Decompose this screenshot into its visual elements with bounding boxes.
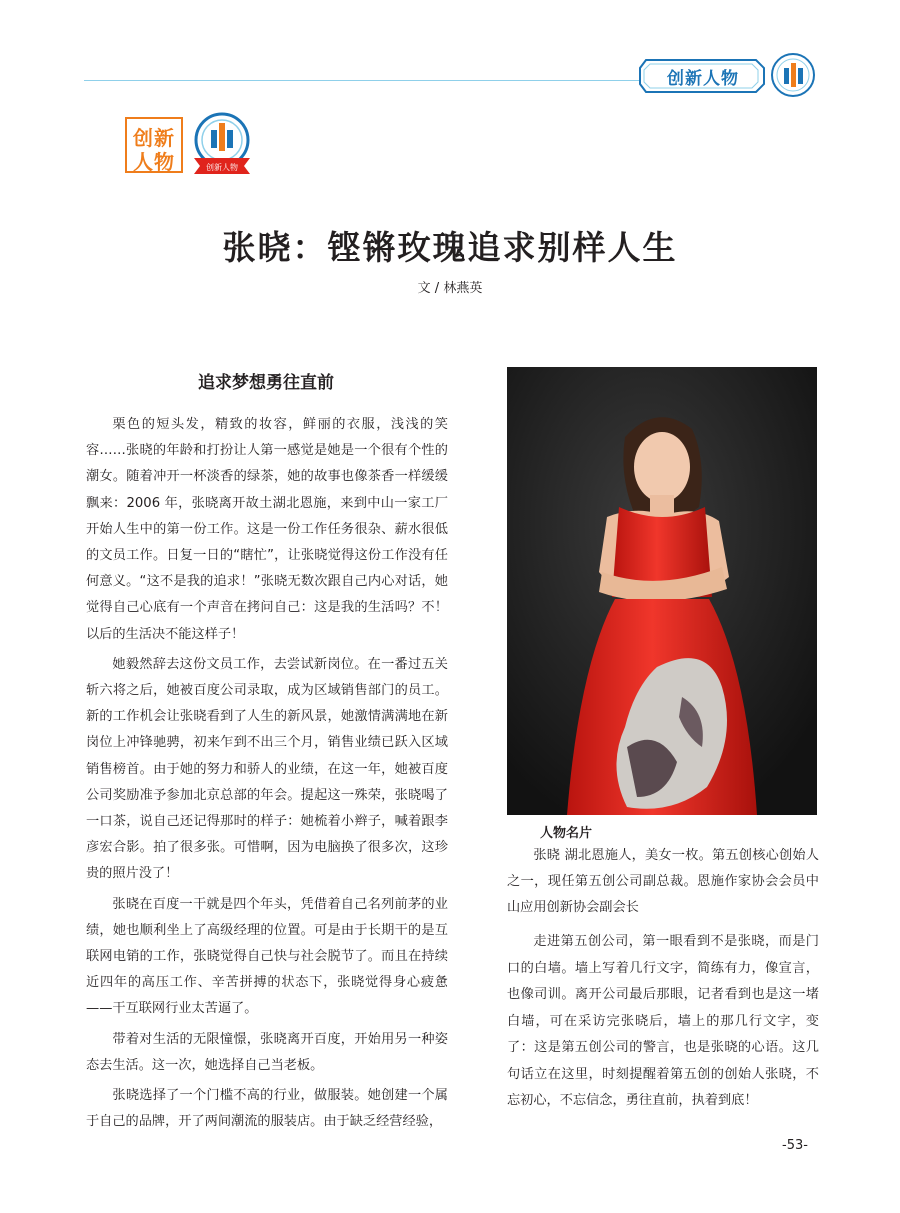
caption-text: 张晓 湖北恩施人，美女一枚。第五创核心创始人之一，现任第五创公司副总裁。恩施作家协会会员中山应用创新协会副会长 <box>507 848 819 916</box>
page-number: -53- <box>782 1138 808 1153</box>
byline: 文 / 林燕英 <box>417 281 483 296</box>
paragraph: 带着对生活的无限憧憬，张晓离开百度，开始用另一种姿态去生活。这一次，她选择自己当老板。 <box>86 1031 448 1073</box>
column-tag <box>125 117 183 173</box>
emblem-ribbon-text: 创新人物 <box>206 163 238 172</box>
magazine-logo-icon <box>770 52 816 98</box>
column-tag-line2: 人物 <box>133 150 175 174</box>
paragraph: 栗色的短头发，精致的妆容，鲜丽的衣服，浅浅的笑容……张晓的年龄和打扮让人第一感觉是她是一个很有个性的潮女。随着冲开一杯淡香的绿茶，她的故事也像茶香一样缓缓飘来：2006 年，张晓离开故土湖北恩施，来到中山一家工厂开始人生中的第一份工作。这是一份工作任务很杂、薪水很低的文员工作。日复一日的“瞎忙”，让张晓觉得这份工作没有任何意义。“这不是我的追求！”张晓无数次跟自己内心对话，她觉得自己心底有一个声音在拷问自己：这是我的生活吗？不！以后的生活决不能这样子！ <box>86 417 448 642</box>
article-title: 张晓：铿锵玫瑰追求别样人生 <box>222 228 678 267</box>
left-column <box>86 412 448 1139</box>
person-profile-caption <box>507 843 819 922</box>
right-column <box>507 929 819 1115</box>
paragraph: 张晓选择了一个门槛不高的行业，做服装。她创建一个属于自己的品牌，开了两间潮流的服装店。由于缺乏经营经验， <box>86 1088 448 1130</box>
section-badge-label: 创新人物 <box>667 69 739 89</box>
section-subhead: 追求梦想勇往直前 <box>198 373 334 393</box>
paragraph: 她毅然辞去这份文员工作，去尝试新岗位。在一番过五关斩六将之后，她被百度公司录取，成为区域销售部门的员工。新的工作机会让张晓看到了人生的新风景，她激情满满地在新岗位上冲锋驰骋，初来乍到不出三个月，销售业绩已跃入区域销售榜首。由于她的努力和骄人的业绩，在这一年，她被百度公司奖励准予参加北京总部的年会。提起这一殊荣，张晓喝了一口茶，说自己还记得那时的样子：她梳着小辫子，喊着跟李彦宏合影。拍了很多张。可惜啊，因为电脑换了很多次，这珍贵的照片没了！ <box>86 656 448 882</box>
section-badge <box>638 56 768 96</box>
paragraph: 张晓在百度一干就是四个年头，凭借着自己名列前茅的业绩，她也顺利坐上了高级经理的位置。可是由于长期干的是互联网电销的工作，张晓觉得自己快与社会脱节了。而且在持续近四年的高压工作、辛苦拼搏的状态下，张晓觉得身心疲惫——干互联网行业太苦逼了。 <box>86 896 448 1017</box>
paragraph: 走进第五创公司，第一眼看到不是张晓，而是门口的白墙。墙上写着几行文字，简练有力，像宣言，也像司训。离开公司最后那眼，记者看到也是这一堵白墙，可在采访完张晓后，墙上的那几行文字，变了：这是第五创公司的警言，也是张晓的心语。这几句话立在这里，时刻提醒着第五创的创始人张晓，不忘初心，不忘信念，勇往直前，执着到底！ <box>507 934 819 1108</box>
header-rule <box>84 80 640 81</box>
column-emblem-icon <box>188 110 256 178</box>
column-tag-line1: 创新 <box>133 126 175 150</box>
portrait-photo <box>507 367 817 815</box>
caption-title: 人物名片 <box>540 826 593 841</box>
